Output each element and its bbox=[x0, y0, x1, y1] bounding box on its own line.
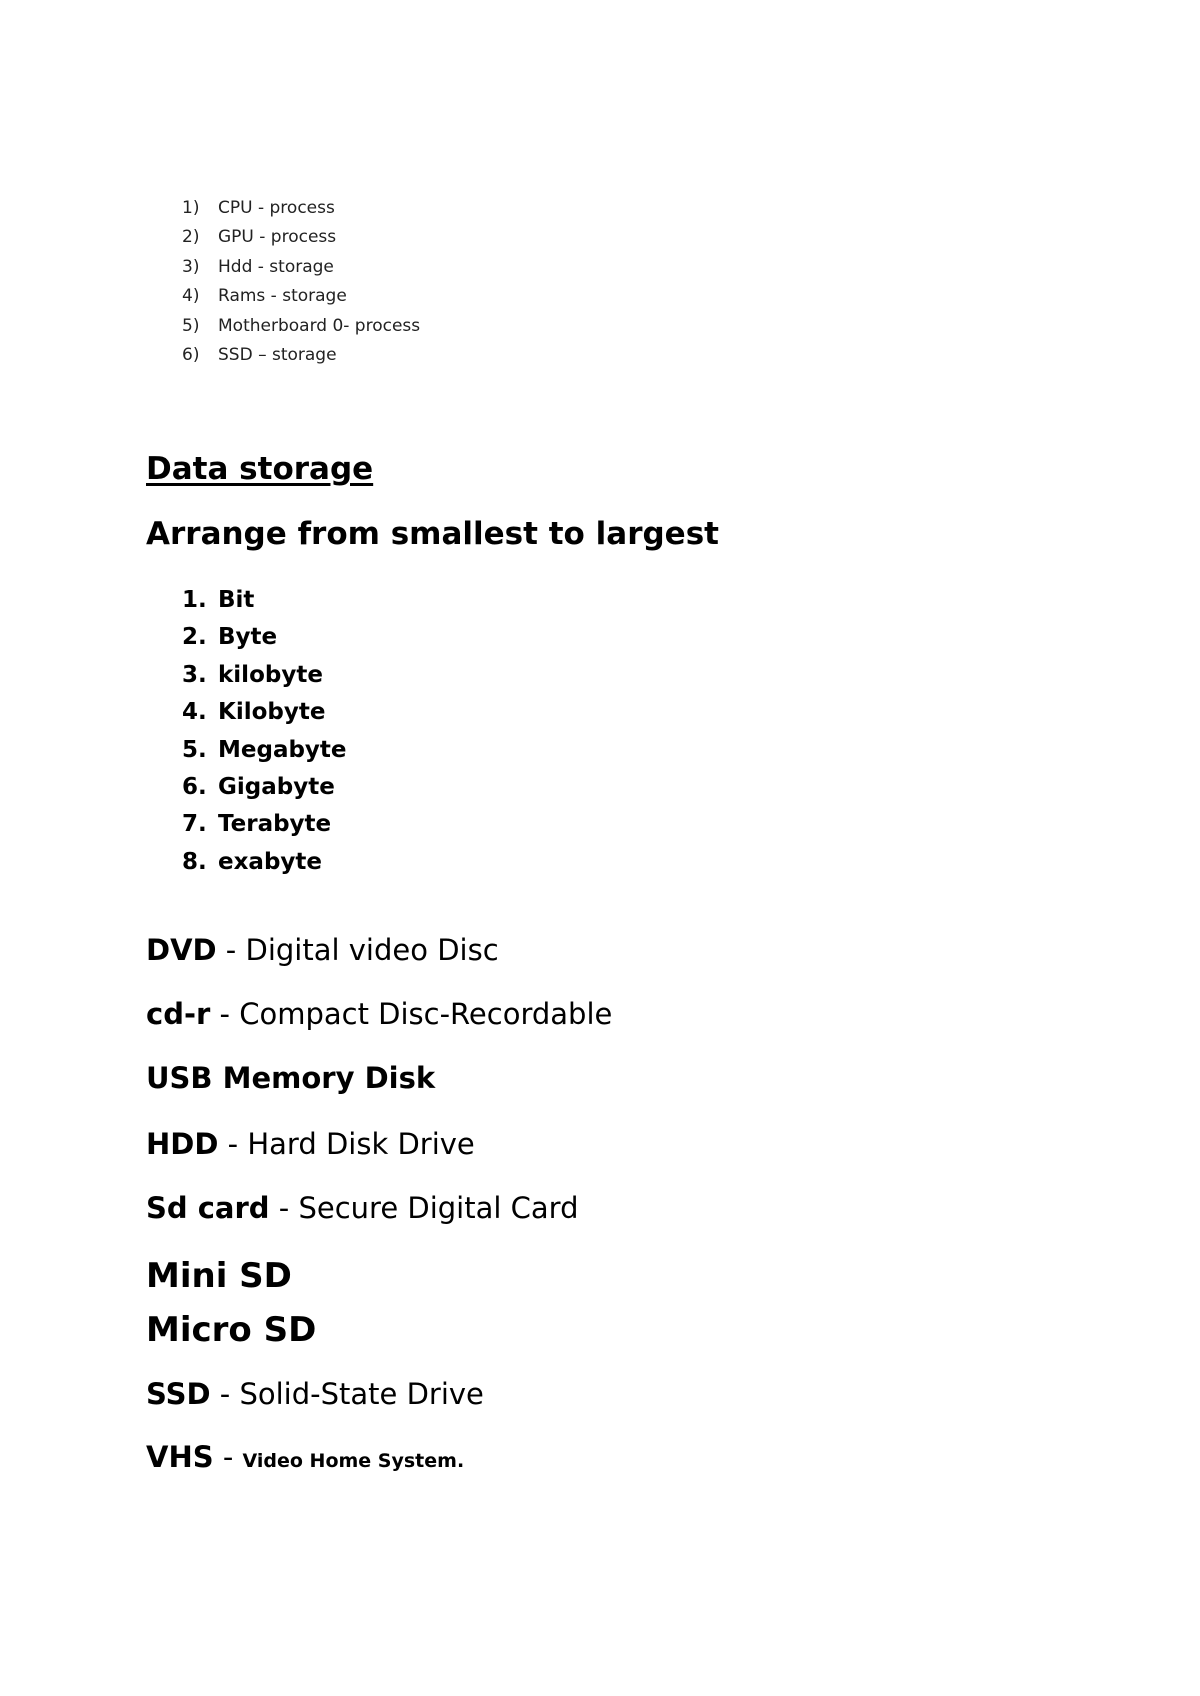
term-micro-sd: Micro SD bbox=[146, 1310, 317, 1350]
list-item: 5) Motherboard 0- process bbox=[182, 315, 421, 336]
list-item: 1) CPU - process bbox=[182, 198, 335, 218]
term-cd-r: cd-r - Compact Disc-Recordable bbox=[146, 997, 613, 1031]
arrange-heading: Arrange from smallest to largest bbox=[146, 516, 719, 552]
list-item: 4. Kilobyte bbox=[182, 699, 326, 726]
term-hdd: HDD - Hard Disk Drive bbox=[146, 1127, 475, 1161]
units-list bbox=[182, 582, 347, 881]
term-ssd: SSD - Solid-State Drive bbox=[146, 1377, 484, 1411]
term-vhs: VHS - Video Home System. bbox=[146, 1440, 465, 1474]
list-item: 2) GPU - process bbox=[182, 227, 337, 248]
list-item: 5. Megabyte bbox=[182, 736, 347, 763]
list-item: 3) Hdd - storage bbox=[182, 256, 334, 277]
list-item: 6) SSD – storage bbox=[182, 344, 337, 365]
processing-list bbox=[182, 194, 420, 370]
list-item: 3. kilobyte bbox=[182, 661, 323, 688]
list-item: 1. Bit bbox=[182, 587, 255, 613]
term-sd-card: Sd card - Secure Digital Card bbox=[146, 1191, 579, 1225]
list-item: 6. Gigabyte bbox=[182, 773, 335, 800]
list-item: 4) Rams - storage bbox=[182, 286, 347, 307]
term-dvd: DVD - Digital video Disc bbox=[146, 933, 499, 967]
term-mini-sd: Mini SD bbox=[146, 1256, 292, 1296]
term-usb: USB Memory Disk bbox=[146, 1061, 436, 1095]
list-item: 2. Byte bbox=[182, 624, 278, 651]
list-item: 8. exabyte bbox=[182, 848, 323, 875]
list-item: 7. Terabyte bbox=[182, 811, 332, 838]
data-storage-heading: Data storage bbox=[146, 451, 374, 487]
